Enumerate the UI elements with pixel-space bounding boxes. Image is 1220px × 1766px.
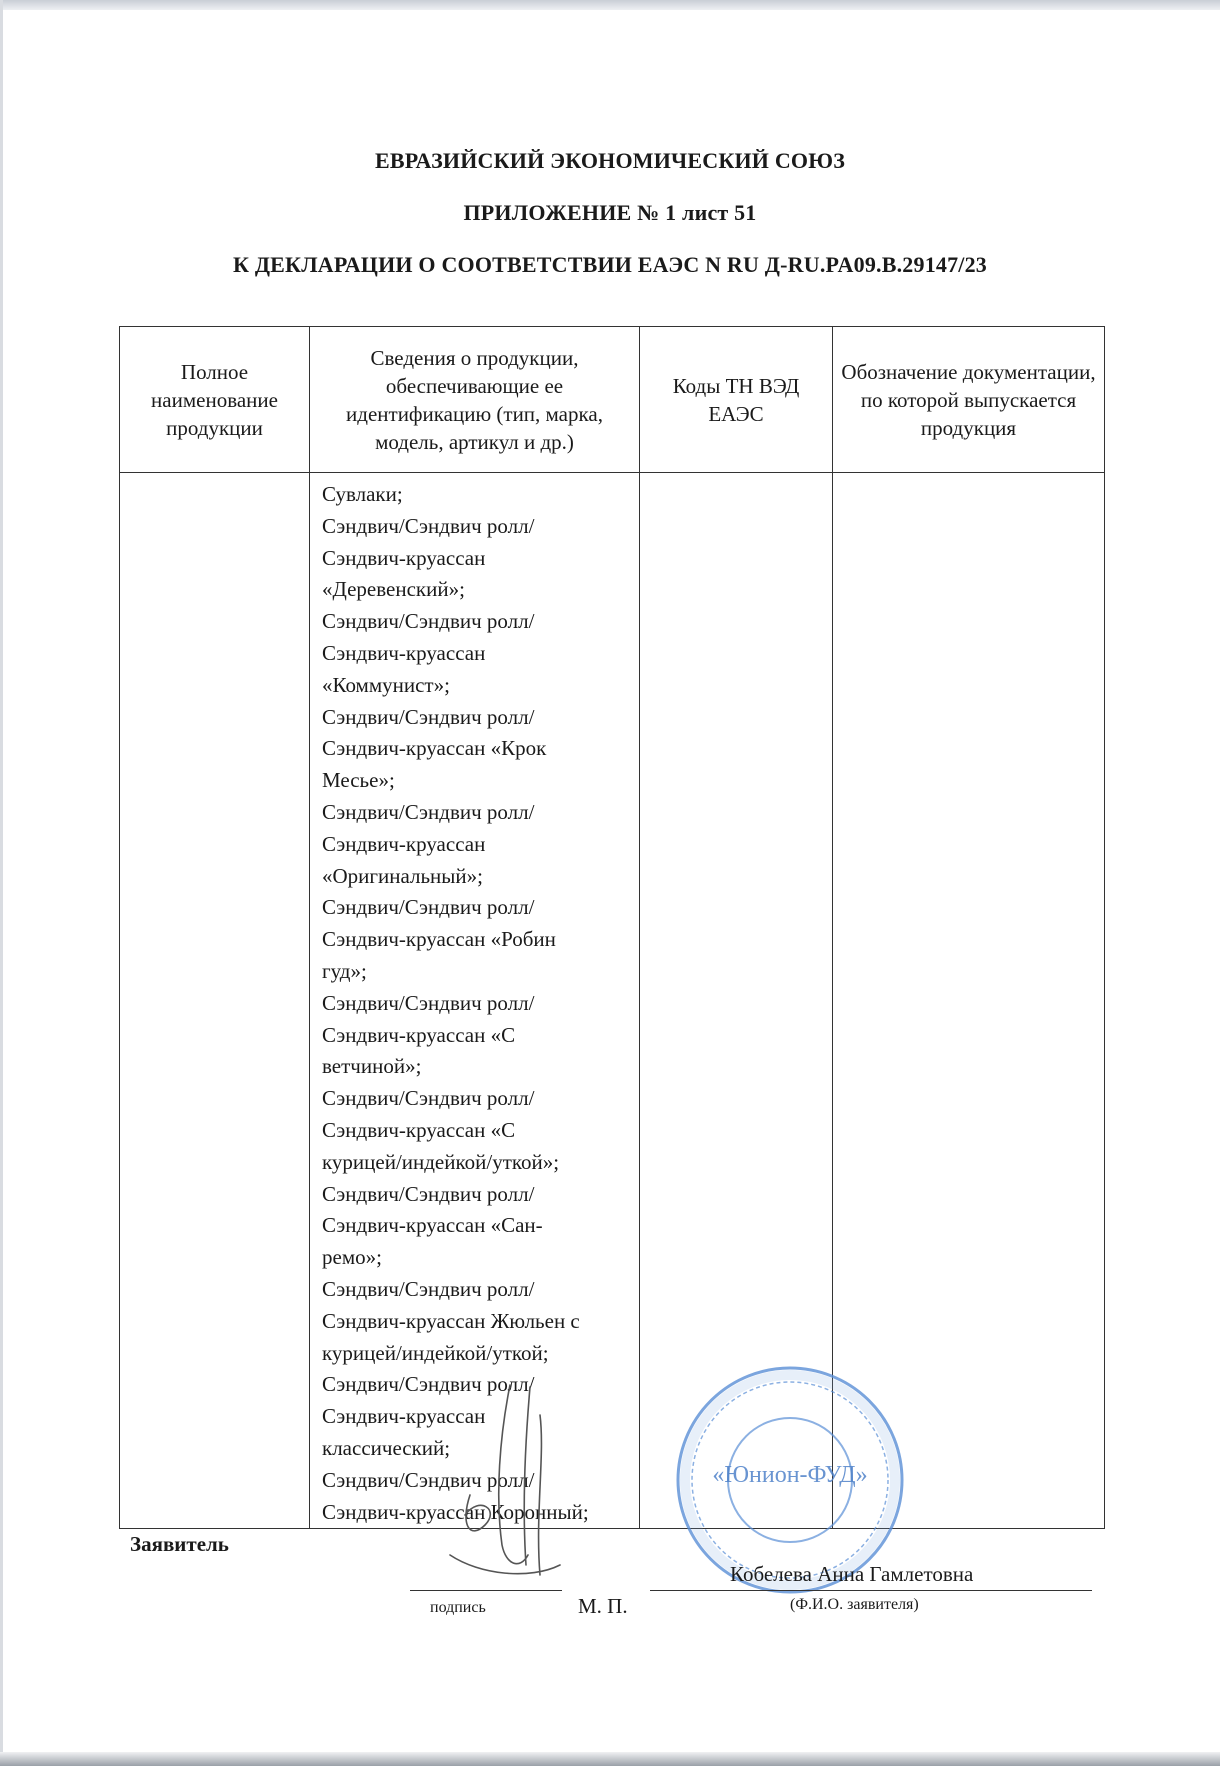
product-line: Сувлаки; xyxy=(322,482,403,506)
product-line: Сэндвич/Сэндвич ролл/ xyxy=(322,799,535,824)
products-table xyxy=(119,326,1105,1529)
scan-edge-top xyxy=(0,0,1220,10)
product-line: Сэндвич-круассан «Робин xyxy=(322,927,556,952)
name-caption: (Ф.И.О. заявителя) xyxy=(790,1596,919,1613)
cell-product-name xyxy=(120,473,310,1529)
product-line: Сэндвич/Сэндвич ролл/ xyxy=(322,609,535,634)
applicant-label: Заявитель xyxy=(130,1532,229,1556)
scan-edge-bottom xyxy=(0,1752,1220,1766)
product-line: Сэндвич/Сэндвич ролл/ xyxy=(322,704,535,729)
column-header-documentation: Обозначение документации, по которой выпускается продукция xyxy=(833,327,1105,473)
table-row xyxy=(120,473,1105,1529)
product-line: курицей/индейкой/уткой»; xyxy=(322,1149,560,1174)
product-line: Сэндвич/Сэндвич ролл/ xyxy=(322,1372,535,1397)
product-line: классический; xyxy=(322,1435,451,1460)
handwritten-signature xyxy=(440,1375,570,1590)
product-line: Сэндвич/Сэндвич ролл/ xyxy=(322,990,535,1015)
cell-product-identification xyxy=(310,473,640,1529)
product-line: гуд»; xyxy=(322,958,367,983)
product-line: «Оригинальный»; xyxy=(322,863,483,888)
product-line: Сэндвич/Сэндвич ролл/ xyxy=(322,1467,535,1492)
product-line: «Деревенский»; xyxy=(322,577,465,602)
product-line: «Коммунист»; xyxy=(322,672,450,697)
product-line: Сэндвич-круассан xyxy=(322,545,486,570)
product-line: ветчиной»; xyxy=(322,1054,422,1079)
product-line: Сэндвич-круассан «Сан- xyxy=(322,1213,543,1238)
product-line: Сэндвич-круассан xyxy=(322,1404,486,1429)
product-line: Сэндвич/Сэндвич ролл/ xyxy=(322,1086,535,1111)
product-list xyxy=(310,473,639,1528)
product-line: Месье»; xyxy=(322,768,395,793)
table-header-row xyxy=(120,327,1105,473)
product-line: Сэндвич-круассан «С xyxy=(322,1117,516,1142)
column-header-codes: Коды ТН ВЭД ЕАЭС xyxy=(640,327,833,473)
product-line: Сэндвич-круассан «Крок xyxy=(322,736,547,761)
product-line: Сэндвич-круассан Жюльен с xyxy=(322,1308,580,1333)
product-line: Сэндвич-круассан xyxy=(322,640,486,665)
signature-caption: подпись xyxy=(430,1599,486,1616)
stamp-label: «Юнион-ФУД» xyxy=(712,1462,868,1488)
product-line: Сэндвич/Сэндвич ролл/ xyxy=(322,895,535,920)
union-title: ЕВРАЗИЙСКИЙ ЭКОНОМИЧЕСКИЙ СОЮЗ xyxy=(374,148,846,173)
product-line: курицей/индейкой/уткой; xyxy=(322,1340,549,1365)
product-line: Сэндвич-круассан «С xyxy=(322,1022,516,1047)
product-line: Сэндвич-круассан xyxy=(322,831,486,856)
applicant-name: Кобелева Анна Гамлетовна xyxy=(730,1562,974,1586)
column-header-name: Полное наименование продукции xyxy=(120,327,310,473)
signature-line xyxy=(410,1590,562,1591)
product-line: ремо»; xyxy=(322,1245,382,1270)
declaration-title: К ДЕКЛАРАЦИИ О СООТВЕТСТВИИ ЕАЭС N RU Д-RU.PA09.B.29147/23 xyxy=(232,252,988,277)
product-line: Сэндвич/Сэндвич ролл/ xyxy=(322,1276,535,1301)
product-line: Сэндвич/Сэндвич ролл/ xyxy=(322,1181,535,1206)
column-header-identification: Сведения о продукции, обеспечивающие ее идентификацию (тип, марка, модель, артикул и др.) xyxy=(310,327,640,473)
seal-label: М. П. xyxy=(578,1594,628,1618)
product-line: Сэндвич-круассан Коронный; xyxy=(322,1499,589,1524)
appendix-title: ПРИЛОЖЕНИЕ № 1 лист 51 xyxy=(463,200,757,225)
product-line: Сэндвич/Сэндвич ролл/ xyxy=(322,513,535,538)
name-line xyxy=(650,1590,1092,1591)
